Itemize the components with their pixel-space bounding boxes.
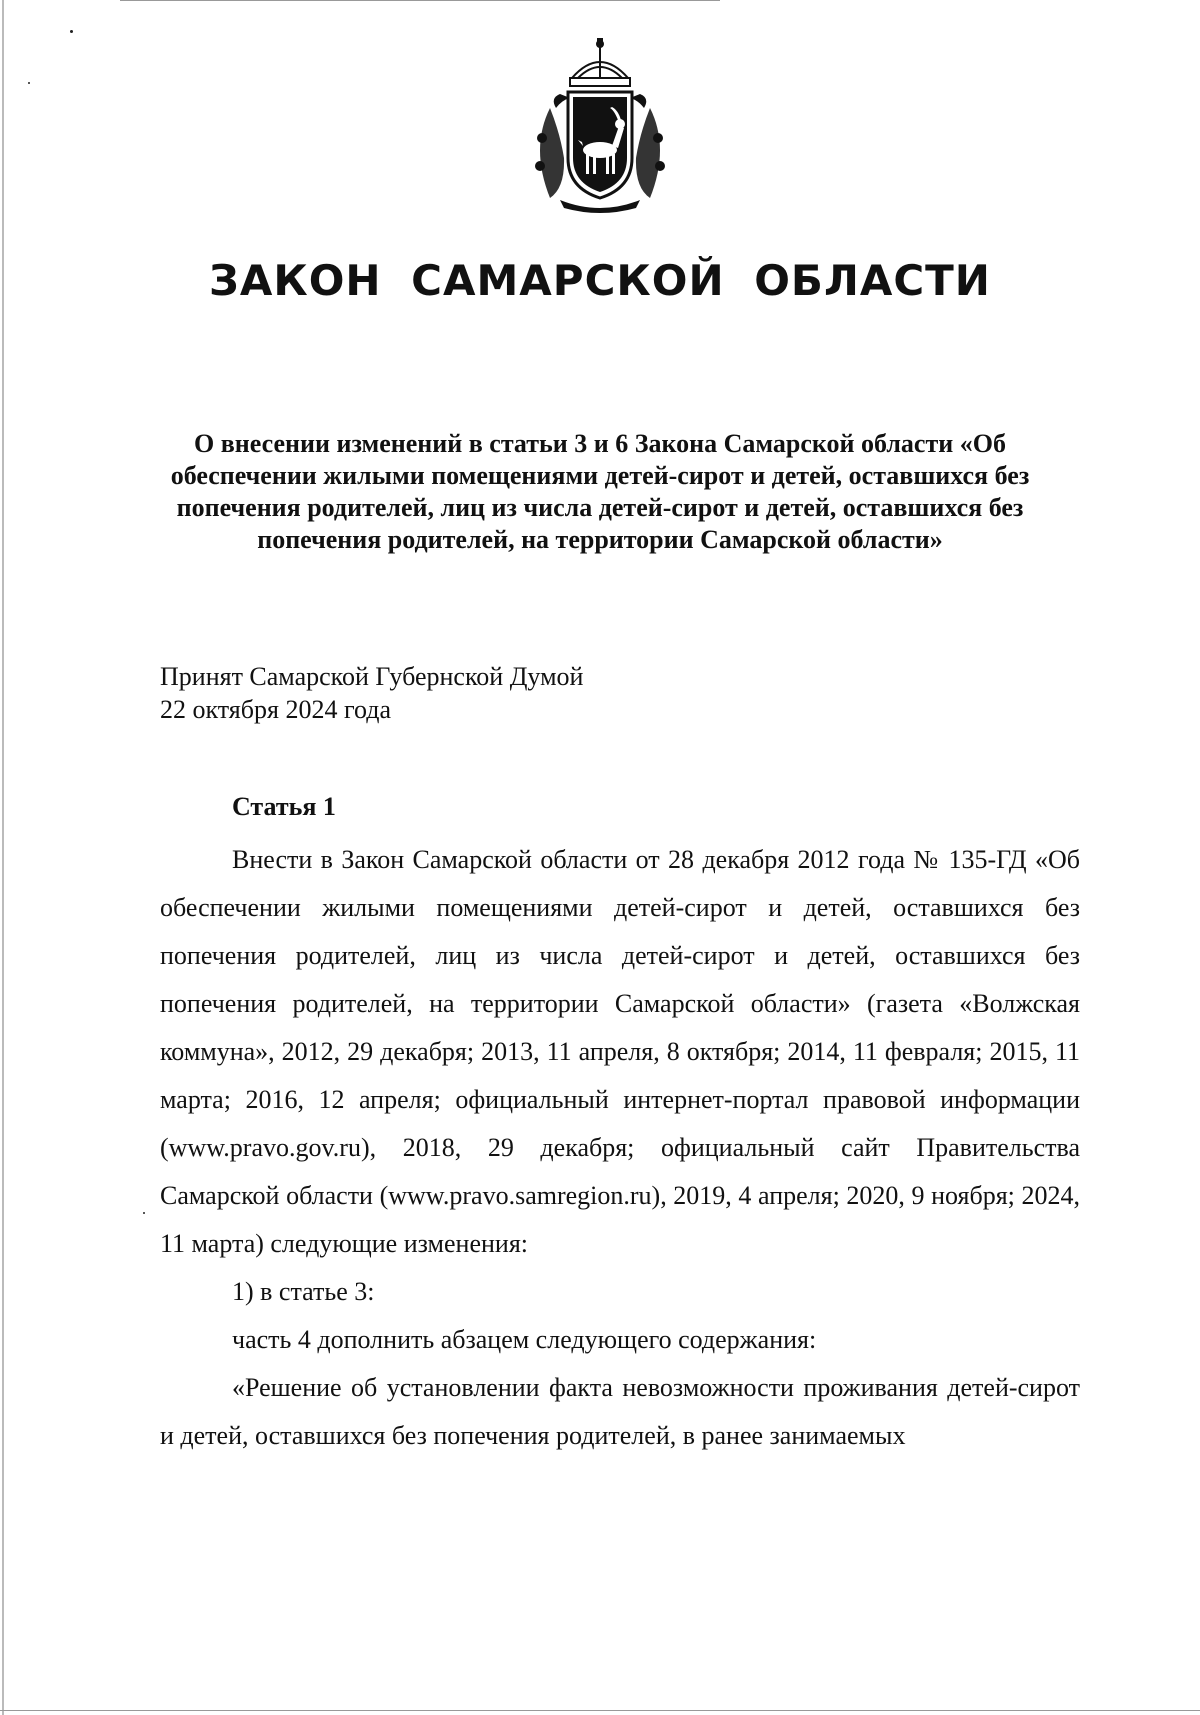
amendment-item: 1) в статье 3: — [232, 1277, 375, 1306]
article-heading: Статья 1 — [232, 792, 336, 821]
law-subject-heading: О внесении изменений в статьи 3 и 6 Закона Самарской области «Об обеспечении жилыми помещениями детей-сирот и детей, оставшихся без попечения родителей, лиц из числа детей-сирот и детей, оставшихся без попечения родителей, на территории Самарской области» — [170, 429, 1030, 554]
scan-speck — [70, 30, 73, 33]
adoption-note — [160, 660, 583, 726]
samara-coat-of-arms-icon — [520, 38, 680, 216]
scan-edge-bottom — [0, 1710, 1200, 1711]
scan-speck — [28, 82, 30, 84]
adoption-date: 22 октября 2024 года — [160, 695, 391, 724]
article-body — [160, 836, 1080, 1460]
amendment-quote: «Решение об установлении факта невозможности проживания детей-сирот и детей, оставшихся без попечения родителей, в ранее занимаемых — [160, 1373, 1080, 1450]
scan-speck — [143, 1212, 145, 1214]
article-paragraph: Внести в Закон Самарской области от 28 декабря 2012 года № 135-ГД «Об обеспечении жилыми помещениями детей-сирот и детей, оставшихся без попечения родителей, лиц из числа детей-сирот и детей, оставшихся без попечения родителей, на территории Самарской области» (газета «Волжская коммуна», 2012, 29 декабря; 2013, 11 апреля, 8 октября; 2014, 11 февраля; 2015, 11 марта; 2016, 12 апреля; официальный интернет-портал правовой информации (www.pravo.gov.ru), 2018, 29 декабря; официальный сайт Правительства Самарской области (www.pravo.samregion.ru), 2019, 4 апреля; 2020, 9 ноября; 2024, 11 марта) следующие изменения: — [160, 845, 1080, 1258]
amendment-item-text: часть 4 дополнить абзацем следующего содержания: — [232, 1325, 817, 1354]
document-title: ЗАКОН САМАРСКОЙ ОБЛАСТИ — [209, 256, 991, 305]
adoption-body: Принят Самарской Губернской Думой — [160, 662, 584, 691]
scan-edge-top — [120, 0, 720, 1]
